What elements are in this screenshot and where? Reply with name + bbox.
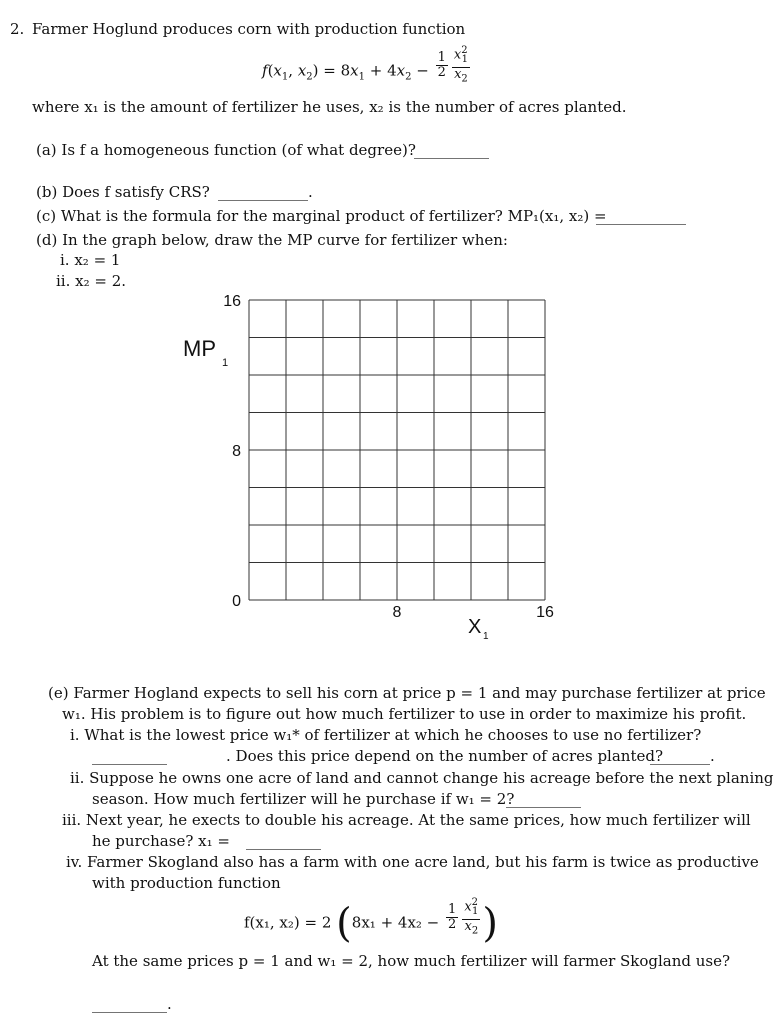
problem-intro: Farmer Hoglund produces corn with production function — [32, 20, 466, 38]
y-axis-label: MP — [183, 336, 216, 361]
answer-b-blank[interactable]: ____________. — [218, 183, 313, 201]
answer-a-blank[interactable]: __________ — [414, 141, 489, 159]
question-d-ii: ii. x₂ = 2. — [56, 272, 127, 290]
question-d: (d) In the graph below, draw the MP curve for fertilizer when: — [36, 231, 508, 249]
skogland-function: f(x₁, x₂) = 2 (8x₁ + 4x₂ − $\frac{1}{2}$ $\frac{x^2_1}{x_2}$ ) — [244, 897, 499, 947]
part-e-iv-line2: with production function — [92, 874, 281, 892]
part-e-iv-final: At the same prices p = 1 and w₁ = 2, how much fertilizer will farmer Skogland use? — [92, 952, 731, 970]
question-b: (b) Does f satisfy CRS? — [36, 183, 210, 201]
x-axis-label-sub: 1 — [483, 631, 489, 640]
part-e-iii-line1: iii. Next year, he exects to double his acreage. At the same prices, how much fertilizer will — [62, 811, 751, 829]
y-tick-label: 16 — [223, 293, 241, 310]
part-e-iv-blank[interactable]: __________. — [92, 995, 172, 1013]
part-e-i-blank1[interactable]: __________ — [92, 747, 167, 765]
y-tick-label: 0 — [232, 593, 241, 610]
mp-graph[interactable] — [0, 280, 782, 640]
question-c: (c) What is the formula for the marginal product of fertilizer? MP₁(x₁, x₂) = — [36, 207, 607, 225]
problem-number: 2. — [10, 20, 25, 38]
part-e-iii-line2: he purchase? x₁ = — [92, 832, 230, 850]
part-e-ii-line1: ii. Suppose he owns one acre of land and cannot change his acreage before the next planing — [70, 769, 774, 787]
question-a: (a) Is f a homogeneous function (of what degree)? — [36, 141, 416, 159]
where-text: where x₁ is the amount of fertilizer he uses, x₂ is the number of acres planted. — [32, 98, 627, 116]
y-axis-label-sub: 1 — [222, 357, 229, 369]
y-tick-label: 8 — [232, 443, 241, 460]
part-e-iv-line1: iv. Farmer Skogland also has a farm with one acre land, but his farm is twice as productive — [66, 853, 759, 871]
x-tick-label: 8 — [392, 604, 402, 621]
part-e-line2: w₁. His problem is to figure out how much fertilizer to use in order to maximize his profit. — [62, 705, 747, 723]
part-e-ii-blank[interactable]: __________ — [506, 790, 581, 808]
answer-c-blank[interactable]: ____________ — [596, 207, 686, 225]
part-e-i-blank2[interactable]: ________. — [650, 747, 715, 765]
part-e-line1: (e) Farmer Hogland expects to sell his corn at price p = 1 and may purchase fertilizer at price — [48, 684, 766, 702]
part-e-i-line2: . Does this price depend on the number of acres planted? — [226, 747, 664, 765]
part-e-iii-blank[interactable]: __________ — [246, 832, 321, 850]
part-e-i-line1: i. What is the lowest price w₁* of fertilizer at which he chooses to use no fertilizer? — [70, 726, 702, 744]
x-tick-label: 16 — [536, 604, 554, 621]
x-axis-label: X — [468, 616, 482, 638]
question-d-i: i. x₂ = 1 — [60, 251, 121, 269]
production-function: $f(x_1$, $x_2) = 8x_1 + 4x_2$ − $\frac{1}{2}$ $\frac{x^2_1}{x_2}$ — [262, 45, 468, 85]
part-e-ii-line2: season. How much fertilizer will he purchase if w₁ = 2? — [92, 790, 515, 808]
